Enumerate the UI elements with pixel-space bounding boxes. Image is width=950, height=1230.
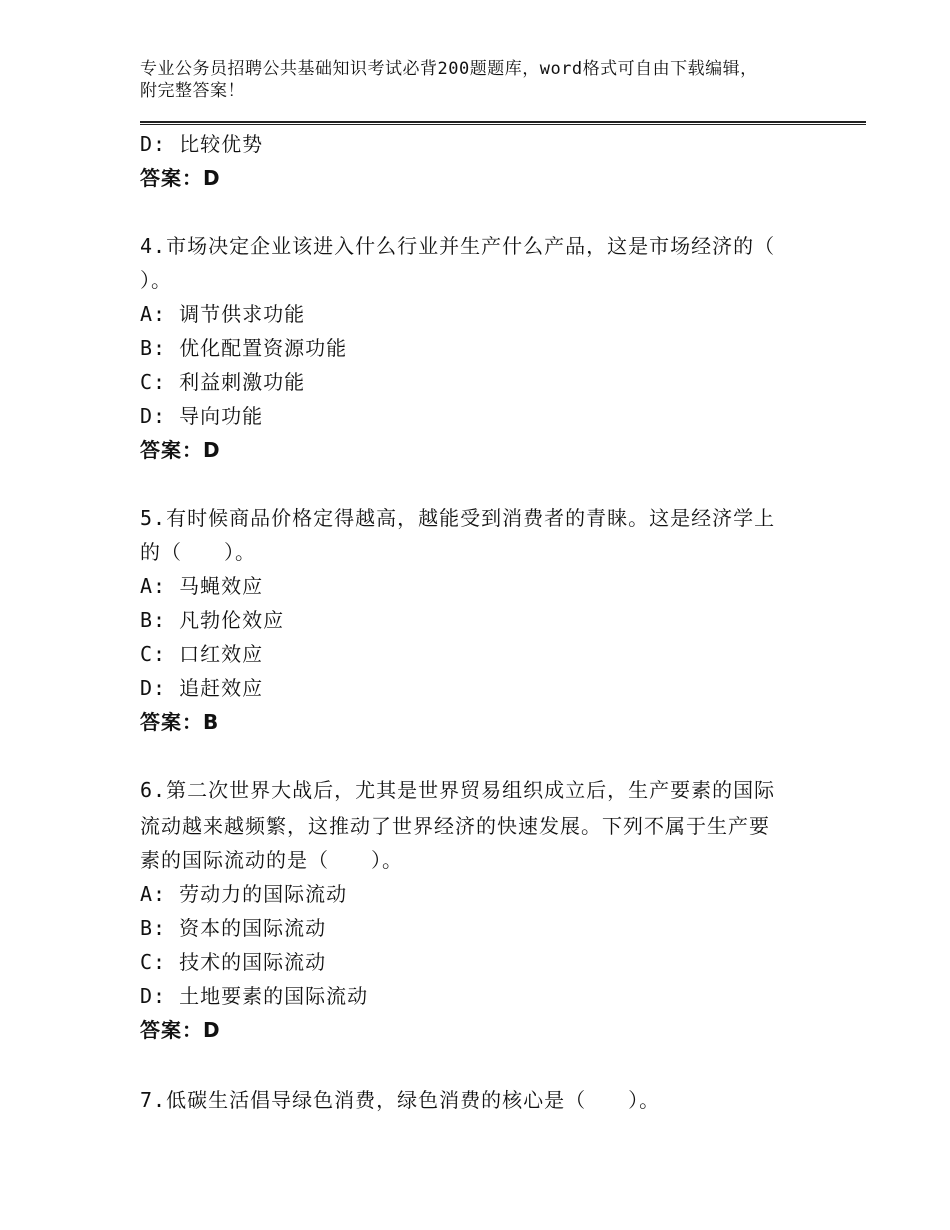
q5-option-d: D: 追赶效应 <box>140 676 264 700</box>
q5-answer: 答案：B <box>140 710 220 734</box>
q5-stem-line-1: 5.有时候商品价格定得越高，越能受到消费者的青睐。这是经济学上 <box>140 506 776 530</box>
q4-option-b: B: 优化配置资源功能 <box>140 336 348 360</box>
q6-answer: 答案：D <box>140 1018 221 1042</box>
q6-option-c: C: 技术的国际流动 <box>140 950 327 974</box>
q6-stem-line-1: 6.第二次世界大战后，尤其是世界贸易组织成立后，生产要素的国际 <box>140 778 776 802</box>
q4-stem-line-1: 4.市场决定企业该进入什么行业并生产什么产品，这是市场经济的（ <box>140 234 776 258</box>
q3-answer: 答案：D <box>140 166 221 190</box>
q6-option-b: B: 资本的国际流动 <box>140 916 327 940</box>
header-line-1: 专业公务员招聘公共基础知识考试必背200题题库，word格式可自由下载编辑， <box>140 59 758 79</box>
q7-stem-line-1: 7.低碳生活倡导绿色消费，绿色消费的核心是（ ）。 <box>140 1088 661 1112</box>
q4-option-c: C: 利益刺激功能 <box>140 370 306 394</box>
q4-option-a: A: 调节供求功能 <box>140 302 306 326</box>
q6-option-d: D: 土地要素的国际流动 <box>140 984 369 1008</box>
q6-stem-line-3: 素的国际流动的是（ ）。 <box>140 848 403 872</box>
page-header <box>140 58 840 102</box>
q3-option-d: D: 比较优势 <box>140 132 264 156</box>
q5-stem-line-2: 的（ ）。 <box>140 540 256 564</box>
q6-stem-line-2: 流动越来越频繁，这推动了世界经济的快速发展。下列不属于生产要 <box>140 814 770 838</box>
header-line-2: 附完整答案！ <box>140 81 245 101</box>
q4-option-d: D: 导向功能 <box>140 404 264 428</box>
q4-stem-line-2: ）。 <box>140 268 172 292</box>
q5-option-a: A: 马蝇效应 <box>140 574 264 598</box>
q4-answer: 答案：D <box>140 438 221 462</box>
header-divider <box>140 121 866 125</box>
q6-option-a: A: 劳动力的国际流动 <box>140 882 348 906</box>
q5-option-b: B: 凡勃伦效应 <box>140 608 285 632</box>
q5-option-c: C: 口红效应 <box>140 642 264 666</box>
